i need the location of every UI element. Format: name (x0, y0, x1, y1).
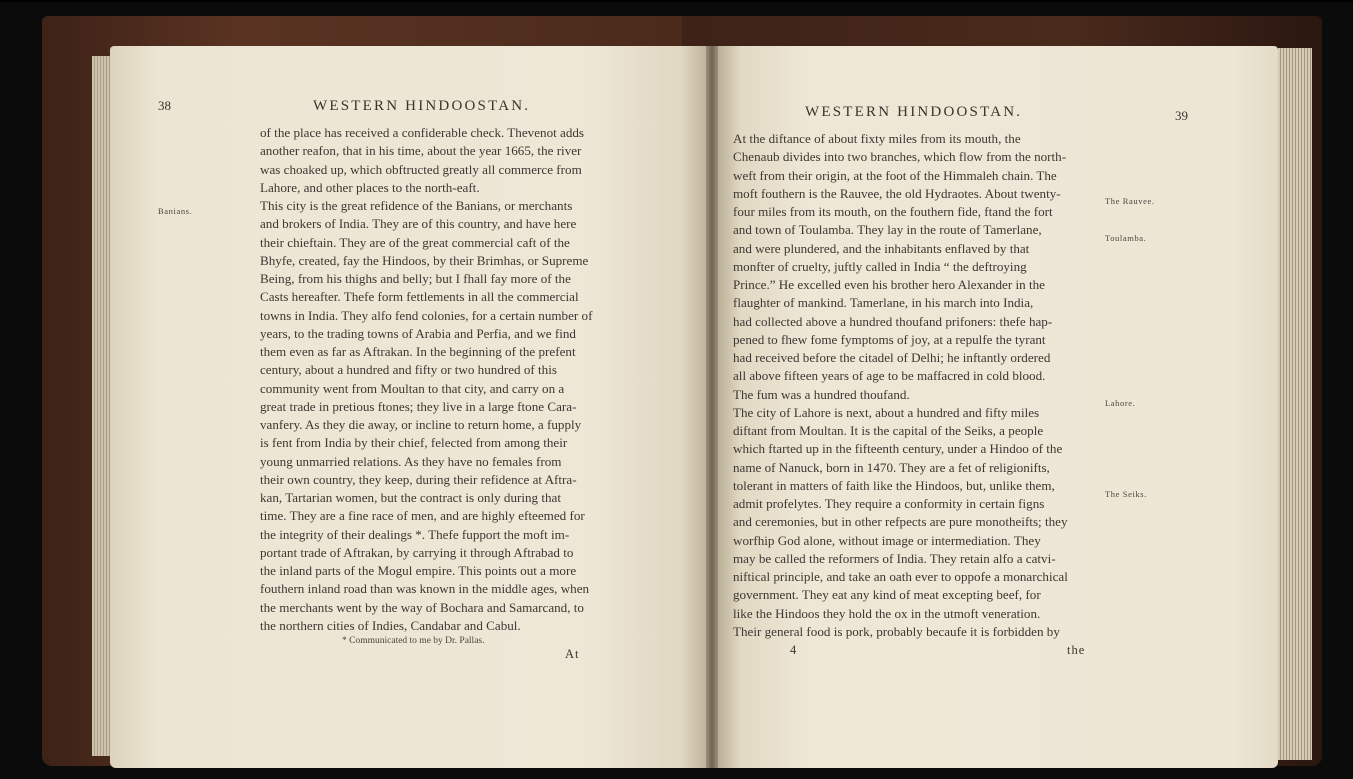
text-line: Prince.” He excelled even his brother hero Alexander in the (733, 277, 1045, 292)
open-book (42, 16, 1322, 766)
text-line: had collected above a hundred thoufand prifoners: thefe hap- (733, 313, 1053, 329)
text-line: niftical principle, and take an oath ever to oppofe a monarchical (733, 569, 1068, 584)
text-line: which ftarted up in the fifteenth century, under a Hindoo of the (733, 441, 1063, 457)
left-footnote: * Communicated to me by Dr. Pallas. (342, 636, 485, 646)
text-line: all above fifteen years of age to be maffacred in cold blood. (733, 368, 1046, 384)
left-page-number: 38 (158, 98, 171, 113)
text-line: Casts hereafter. Thefe form fettlements in all the commercial (260, 289, 579, 305)
text-line: the integrity of their dealings *. Thefe fupport the moft im- (260, 526, 570, 542)
text-line: their own country, they keep, during their refidence at Aftra- (260, 471, 577, 487)
text-line: years, to the trading towns of Arabia and Perfia, and we find (260, 325, 576, 341)
text-line: their chieftain. They are of the great commercial caft of the (260, 234, 570, 250)
text-line: tolerant in matters of faith like the Hindoos, but, unlike them, (733, 477, 1055, 493)
text-line: community went from Moultan to that city, and carry on a (260, 380, 565, 396)
sidenote-lahore: Lahore. (1105, 398, 1136, 408)
text-line: is fent from India by their chief, felected from among their (260, 435, 568, 451)
text-line: Lahore, and other places to the north-eaft. (260, 179, 480, 195)
text-line: name of Nanuck, born in 1470. They are a fet of religionifts, (733, 459, 1050, 475)
text-line: monfter of cruelty, juftly called in India “ the deftroying (733, 258, 1027, 274)
right-running-head: WESTERN HINDOOSTAN. (805, 104, 1023, 120)
text-line: weft from their origin, at the foot of the Himmaleh chain. The (733, 167, 1057, 183)
text-line: four miles from its mouth, on the fouthern fide, ftand the fort (733, 204, 1053, 219)
sidenote-banians: Banians. (158, 206, 193, 216)
text-line: flaughter of mankind. Tamerlane, in his march into India, (733, 295, 1034, 311)
text-line: This city is the great refidence of the Banians, or merchants (260, 198, 573, 213)
right-page-edges (1278, 48, 1312, 760)
text-line: had received before the citadel of Delhi; he inftantly ordered (733, 350, 1051, 365)
book-gutter (706, 46, 718, 768)
text-line: moft fouthern is the Rauvee, the old Hydraotes. About twenty- (733, 185, 1061, 201)
text-line: another reafon, that in his time, about the year 1665, the river (260, 143, 582, 159)
text-line: towns in India. They alfo fend colonies, for a certain number of (260, 307, 593, 323)
text-line: like the Hindoos they hold the ox in the utmoft veneration. (733, 605, 1041, 621)
left-body-text (260, 124, 592, 635)
text-line: and ceremonies, but in other refpects are pure monotheifts; they (733, 514, 1068, 530)
text-line: time. They are a fine race of men, and are highly efteemed for (260, 508, 585, 524)
text-line: pened to fhew fome fymptoms of joy, at a repulfe the tyrant (733, 331, 1046, 347)
text-line: The fum was a hundred thoufand. (733, 386, 910, 402)
right-page-number: 39 (1175, 108, 1188, 123)
text-line: At the diftance of about fixty miles from its mouth, the (733, 131, 1021, 146)
text-line: Their general food is pork, probably becaufe it is forbidden by (733, 623, 1060, 639)
text-line: the northern cities of Indies, Candabar and Cabul. (260, 617, 521, 633)
text-line: Chenaub divides into two branches, which flow from the north- (733, 149, 1067, 165)
text-line: the merchants went by the way of Bochara and Samarcand, to (260, 599, 584, 615)
right-catchword: the (1067, 643, 1086, 657)
left-page-edges (92, 56, 110, 756)
text-line: may be called the reformers of India. They retain alfo a catvi- (733, 550, 1056, 566)
text-line: Being, from his thighs and belly; but I fhall fay more of the (260, 271, 571, 286)
sidenote-rauvee: The Rauvee. (1105, 196, 1155, 206)
text-line: kan, Tartarian women, but the contract is only during that (260, 490, 562, 505)
text-line: fouthern inland road than was known in the middle ages, when (260, 581, 590, 597)
text-line: portant trade of Aftrakan, by carrying it through Aftrabad to (260, 544, 574, 560)
text-line: of the place has received a confiderable check. Thevenot adds (260, 125, 585, 140)
right-signature: 4 (790, 643, 798, 657)
text-line: and town of Toulamba. They lay in the route of Tamerlane, (733, 222, 1042, 238)
text-line: century, about a hundred and fifty or two hundred of this (260, 362, 557, 378)
text-line: the inland parts of the Mogul empire. This points out a more (260, 563, 577, 578)
sidenote-seiks: The Seiks. (1105, 489, 1147, 499)
text-line: admit profelytes. They require a conformity in certain figns (733, 496, 1045, 511)
text-line: vanfery. As they die away, or incline to return home, a fupply (260, 417, 582, 432)
text-line: was choaked up, which obftructed greatly all commerce from (260, 161, 582, 177)
text-line: great trade in pretious ftones; they live in a large ftone Cara- (260, 398, 577, 414)
text-line: worfhip God alone, without image or intermediation. They (733, 532, 1041, 548)
text-line: government. They eat any kind of meat excepting beef, for (733, 587, 1041, 603)
text-line: them even as far as Aftrakan. In the beginning of the prefent (260, 344, 576, 359)
left-catchword: At (565, 647, 580, 661)
text-line: diftant from Moultan. It is the capital of the Seiks, a people (733, 423, 1044, 438)
text-line: The city of Lahore is next, about a hundred and fifty miles (733, 404, 1040, 420)
text-line: Bhyfe, created, fay the Hindoos, by their Brimhas, or Supreme (260, 252, 589, 268)
text-line: and brokers of India. They are of this country, and have here (260, 216, 577, 232)
left-running-head: WESTERN HINDOOSTAN. (313, 98, 531, 114)
sidenote-toulamba: Toulamba. (1105, 233, 1147, 243)
right-body-text (733, 130, 1068, 641)
text-line: and were plundered, and the inhabitants enflaved by that (733, 240, 1030, 256)
text-line: young unmarried relations. As they have no females from (260, 453, 562, 469)
